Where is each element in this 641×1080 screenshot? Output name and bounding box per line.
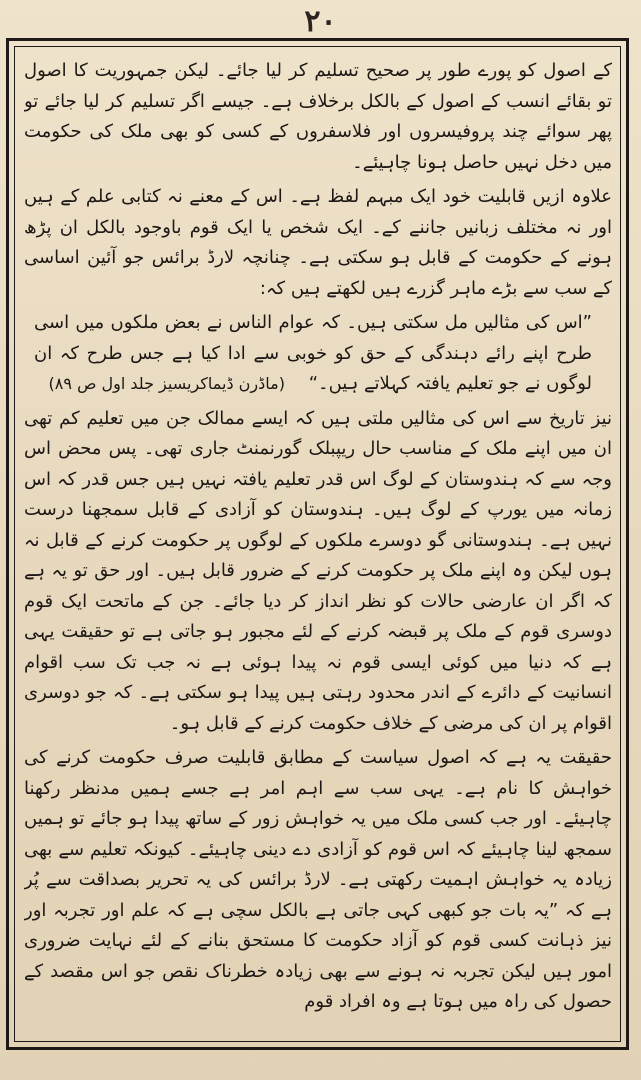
paragraph-2: علاوہ ازیں قابلیت خود ایک مبہم لفظ ہے۔ اس کے معنے نہ کتابی علم کے ہیں اور نہ مختلف زبانیں جاننے کے۔ ایک شخص یا ایک قوم باوجود بالکل ان پڑھ ہونے کے حکومت کے قابل ہو سکتی ہے۔ چنانچہ لارڈ برائس جو آئین اساسی کے سب سے بڑے ماہر گزرے ہیں لکھتے ہیں کہ: bbox=[24, 186, 612, 299]
paragraph-3: نیز تاریخ سے اس کی مثالیں ملتی ہیں کہ ایسے ممالک جن میں تعلیم کم تھی ان میں اپنے ملک کے مناسب حال ریپبلک گورنمنٹ جاری تھی۔ پس محض اس وجہ سے کہ ہندوستان کے لوگ اس قدر تعلیم یافتہ نہیں ہیں جس قدر کہ اس زمانہ میں یورپ کے لوگ ہیں۔ ہندوستان کو آزادی کے قابل سمجھنا درست نہیں ہے۔ ہندوستانی گو دوسرے ملکوں کے لوگوں پر حکومت کرنے کے قابل نہ ہوں لیکن وہ اپنے ملک پر حکومت کرنے کے ضرور قابل ہیں۔ اور حق تو یہ ہے کہ اگر ان عارضی حالات کو نظر انداز کر دیا جائے۔ جن کے ماتحت ایک قوم دوسری قوم کے ملک پر قبضہ کرنے کے لئے مجبور ہو جاتی ہے تو حقیقت یہی ہے کہ دنیا میں کوئی ایسی قوم نہ پیدا ہوئی ہے نہ جب تک سب اقوام انسانیت کے دائرے کے اندر محدود رہتی ہیں پیدا ہو سکتی ہے۔ کہ جو دوسری اقوام پر ان کی مرضی کے خلاف حکومت کرنے کے قابل ہو۔ bbox=[24, 407, 612, 734]
page-number: ٢٠ bbox=[304, 4, 337, 39]
body-text bbox=[24, 56, 612, 1036]
quote-citation: (ماڈرن ڈیماکریسیز جلد اول ص ۸۹) bbox=[48, 374, 285, 393]
block-quote bbox=[34, 308, 592, 400]
paragraph-1: کے اصول کو پورے طور پر صحیح تسلیم کر لیا جائے۔ لیکن جمہوریت کا اصول تو بقائے انسب کے اصول کے بالکل برخلاف ہے۔ جیسے اگر تسلیم کر لیا جائے تو پھر سوائے چند پروفیسروں اور فلاسفروں کے کسی کو بھی ملک کی حکومت میں دخل نہیں حاصل ہونا چاہیئے۔ bbox=[24, 60, 612, 173]
quote-text: ”اس کی مثالیں مل سکتی ہیں۔ کہ عوام الناس نے بعض ملکوں میں اسی طرح اپنے رائے دہندگی کے حق کو خوبی سے ادا کیا ہے جس طرح کہ ان لوگوں نے جو تعلیم یافتہ کہلاتے ہیں۔“ bbox=[34, 312, 592, 394]
paragraph-4: حقیقت یہ ہے کہ اصول سیاست کے مطابق قابلیت صرف حکومت کرنے کی خواہش کا نام ہے۔ یہی سب سے اہم امر ہے جسے ہمیں مدنظر رکھنا چاہیئے۔ اور جب کسی ملک میں یہ خواہش زور کے ساتھ پیدا ہو جائے تو ہمیں سمجھ لینا چاہیئے کہ اس قوم کو آزادی دے دینی چاہیئے۔ کیونکہ تعلیم سے بھی زیادہ یہ خواہش اہمیت رکھتی ہے۔ لارڈ برائس کی یہ تحریر بصداقت سے پُر ہے کہ ”یہ بات جو کبھی کہی جاتی ہے بالکل سچی ہے کہ علم اور تجربہ اور نیز ذہانت کسی قوم کو آزاد حکومت کا مستحق بنانے کے لئے نہایت ضروری امور ہیں لیکن تجربہ نہ ہونے سے بھی زیادہ خطرناک نقص جو اس مقصد کے حصول کی راہ میں ہوتا ہے وہ افراد قوم bbox=[24, 747, 612, 1012]
